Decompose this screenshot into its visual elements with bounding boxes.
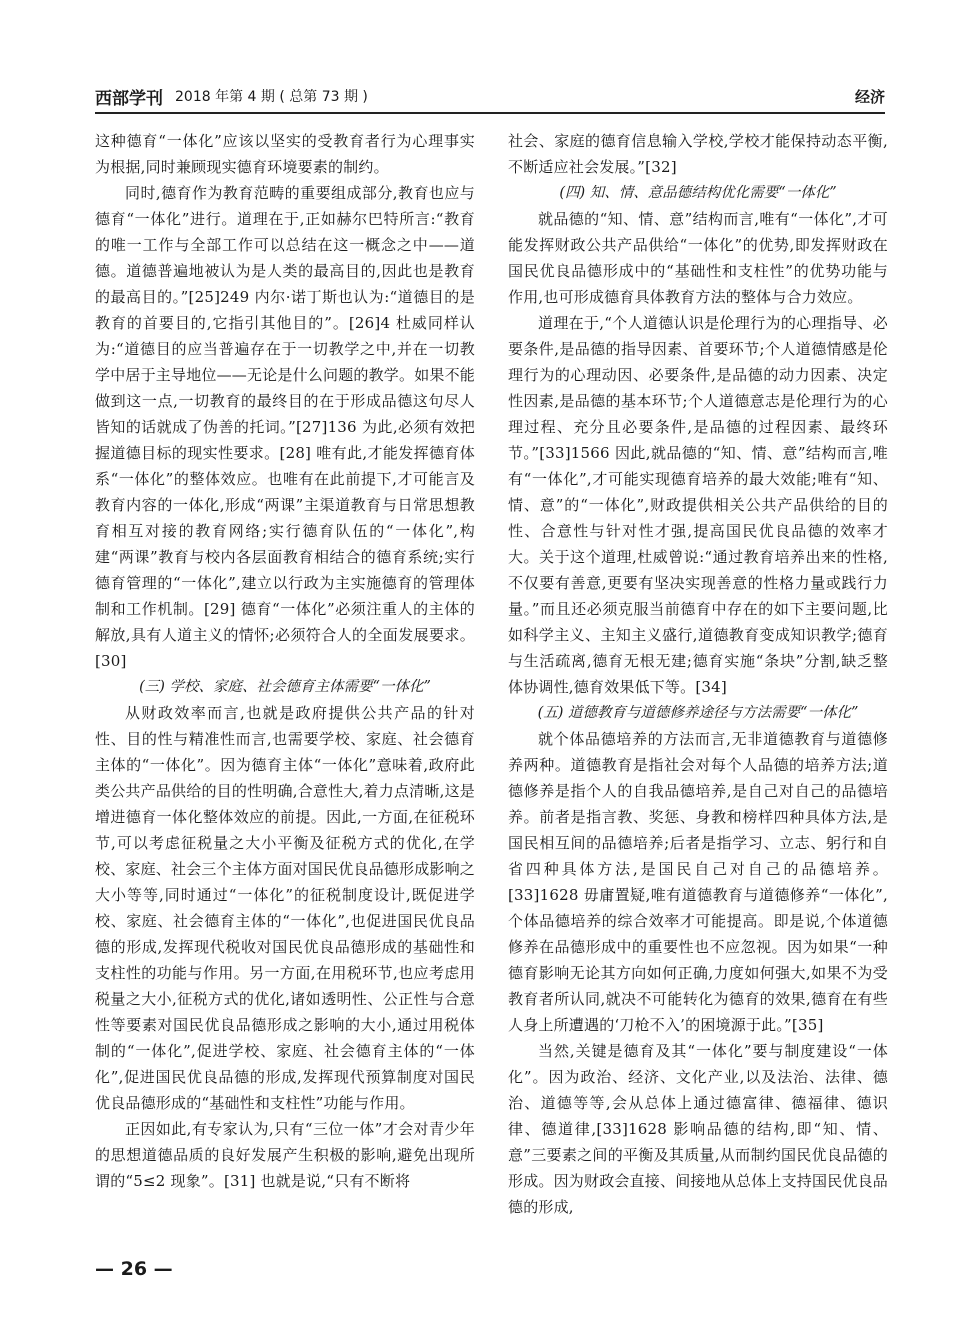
paragraph: 这种德育“一体化”应该以坚实的受教育者行为心理事实为根据,同时兼顾现实德育环境要素的制约。 bbox=[95, 132, 475, 176]
section-heading: (五) 道德教育与道德修养途径与方法需要“一体化” bbox=[537, 705, 859, 721]
issue-info: 2018 年第 4 期 ( 总第 73 期 ) bbox=[175, 89, 368, 105]
paragraph: 从财政效率而言,也就是政府提供公共产品的针对性、目的性与精准性而言,也需要学校、家庭、社会德育主体的“一体化”。因为德育主体“一体化”意味着,政府此类公共产品供给的目的性明确,合意性大,着力点清晰,这是增进德育一体化整体效应的前提。因此,一方面,在征税环节,可以考虑征税量之大小平衡及征税方式的优化,在学校、家庭、社会三个主体方面对国民优良品德形成影响之大小等等,同时通过“一体化”的征税制度设计,既促进学校、家庭、社会德育主体的“一体化”,也促进国民优良品德的形成,发挥现代税收对国民优良品德形成的基础性和支柱性的功能与作用。另一方面,在用税环节,也应考虑用税量之大小,征税方式的优化,诸如透明性、公正性与合意性等要素对国民优良品德形成之影响的大小,通过用税体制的“一体化”,促进学校、家庭、社会德育主体的“一体化”,促进国民优良品德的形成,发挥现代预算制度对国民优良品德形成的“基础性和支柱性”功能与作用。 bbox=[95, 704, 475, 1112]
left-column bbox=[95, 128, 475, 1248]
right-column bbox=[508, 128, 888, 1248]
paragraph: 就个体品德培养的方法而言,无非道德教育与道德修养两种。道德教育是指社会对每个人品德的培养方法;道德修养是指个人的自我品德培养,是自己对自己的品德培养。前者是指言教、奖惩、身教和榜样四种具体方法,是国民相互间的品德培养;后者是指学习、立志、躬行和自省四种具体方法,是国民自己对自己的品德培养。[33]1628 毋庸置疑,唯有道德教育与道德修养“一体化”,个体品德培养的综合效率才可能提高。即是说,个体道德修养在品德形成中的重要性也不应忽视。因为如果“一种德育影响无论其方向如何正确,力度如何强大,如果不为受教育者所认同,就决不可能转化为德育的效果,德育在有些人身上所遭遇的‘刀枪不入’的困境源于此。”[35] bbox=[508, 730, 888, 1034]
paragraph: 正因如此,有专家认为,只有“三位一体”才会对青少年的思想道德品质的良好发展产生积极的影响,避免出现所谓的“5≤2 现象”。[31] 也就是说,“只有不断将 bbox=[95, 1120, 475, 1190]
header-divider bbox=[95, 112, 885, 114]
journal-logo: 西部学刊 bbox=[95, 89, 163, 109]
paragraph: 社会、家庭的德育信息输入学校,学校才能保持动态平衡,不断适应社会发展。”[32] bbox=[508, 132, 888, 176]
section-heading: (四) 知、情、意品德结构优化需要“一体化” bbox=[559, 185, 837, 201]
paragraph: 同时,德育作为教育范畴的重要组成部分,教育也应与德育“一体化”进行。道理在于,正如赫尔巴特所言:“教育的唯一工作与全部工作可以总结在这一概念之中——道德。道德普遍地被认为是人类的最高目的,因此也是教育的最高目的。”[25]249 内尔·诺丁斯也认为:“道德目的是教育的首要目的,它指引其他目的”。[26]4 杜威同样认为:“道德目的应当普遍存在于一切教学之中,并在一切教学中居于主导地位——无论是什么问题的教学。如果不能做到这一点,一切教育的最终目的在于形成品德这句尽人皆知的话就成了伪善的托词。”[27]136 为此,必须有效把握道德目标的现实性要求。[28] 唯有此,才能发挥德育体系“一体化”的整体效应。也唯有在此前提下,才可能言及教育内容的一体化,形成“两课”主渠道教育与日常思想教育相互对接的教育网络;实行德育队伍的“一体化”,构建“两课”教育与校内各层面教育相结合的德育系统;实行德育管理的“一体化”,建立以行政为主实施德育的管理体制和工作机制。[29] 德育“一体化”必须注重人的主体的解放,具有人道主义的情怀;必须符合人的全面发展要求。[30] bbox=[95, 184, 475, 670]
paragraph: 道理在于,“个人道德认识是伦理行为的心理指导、必要条件,是品德的指导因素、首要环节;个人道德情感是伦理行为的心理动因、必要条件,是品德的动力因素、决定性因素,是品德的基本环节;个人道德意志是伦理行为的心理过程、充分且必要条件,是品德的过程因素、最终环节。”[33]1566 因此,就品德的“知、情、意”结构而言,唯有“一体化”,才可能实现德育培养的最大效能;唯有“知、情、意”的“一体化”,财政提供相关公共产品供给的目的性、合意性与针对性才强,提高国民优良品德的效率才大。关于这个道理,杜威曾说:“通过教育培养出来的性格,不仅要有善意,更要有坚决实现善意的性格力量或践行力量。”而且还必须克服当前德育中存在的如下主要问题,比如科学主义、主知主义盛行,道德教育变成知识教学;德育与生活疏离,德育无根无建;德育实施“条块”分割,缺乏整体协调性,德育效果低下等。[34] bbox=[508, 314, 888, 696]
page-number: — 26 — bbox=[95, 1258, 173, 1280]
paragraph: 就品德的“知、情、意”结构而言,唯有“一体化”,才可能发挥财政公共产品供给“一体化”的优势,即发挥财政在国民优良品德形成中的“基础性和支柱性”的优势功能与作用,也可形成德育具体教育方法的整体与合力效应。 bbox=[508, 210, 888, 306]
page-header bbox=[95, 80, 885, 114]
section-heading: (三) 学校、家庭、社会德育主体需要“一体化” bbox=[139, 679, 431, 695]
section-label: 经济 bbox=[854, 88, 885, 106]
paragraph: 当然,关键是德育及其“一体化”要与制度建设“一体化”。因为政治、经济、文化产业,以及法治、法律、德治、道德等等,会从总体上通过德富律、德福律、德识律、德道律,[33]1628 影响品德的结构,即“知、情、意”三要素之间的平衡及其质量,从而制约国民优良品德的形成。因为财政会直接、间接地从总体上支持国民优良品德的形成, bbox=[508, 1042, 888, 1216]
